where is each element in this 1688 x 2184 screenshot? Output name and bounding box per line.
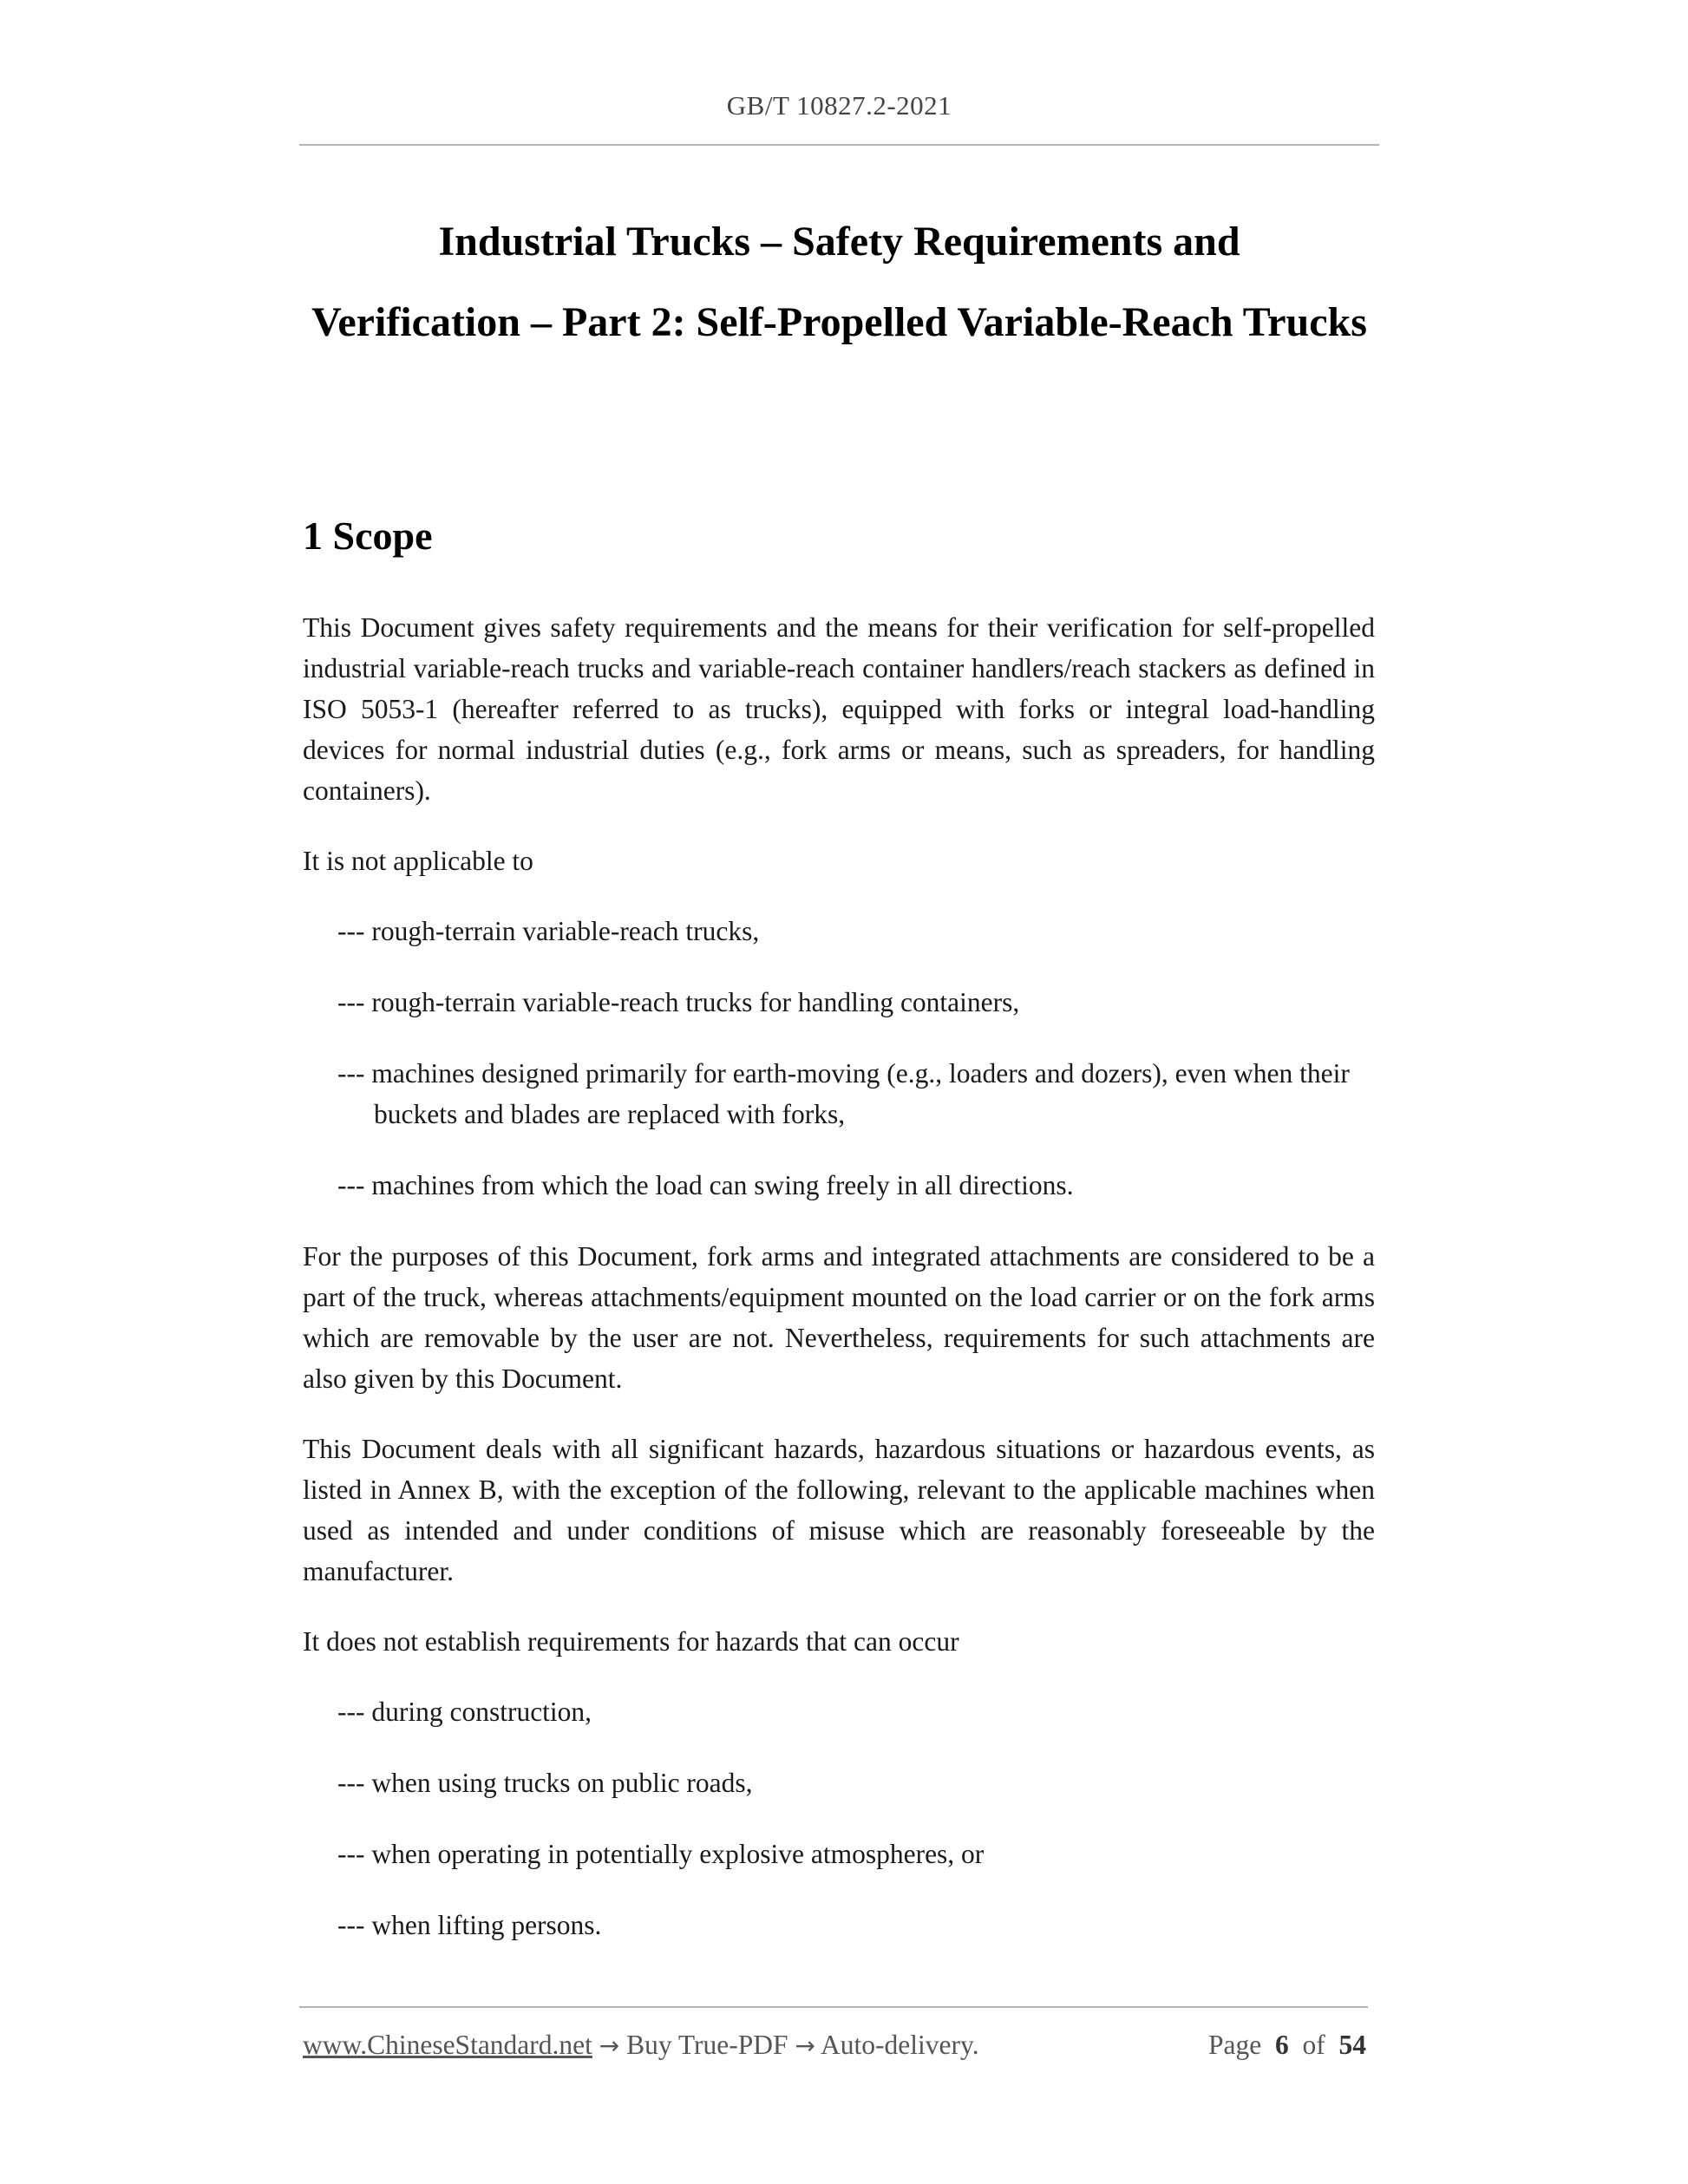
document-title-line-1: Industrial Trucks – Safety Requirements and: [438, 219, 1240, 265]
hazard-exclusion-list: [303, 1691, 1375, 1945]
paragraph: It does not establish requirements for hazards that can occur: [303, 1626, 959, 1657]
website-link[interactable]: www.ChineseStandard.net: [303, 2030, 592, 2060]
document-title: [299, 201, 1379, 363]
list-item: --- when operating in potentially explosive atmospheres, or: [337, 1839, 985, 1869]
paragraph: This Document deals with all significant hazards, hazardous situations or hazardous events, as listed in Annex B, with the exception of the following, relevant to the applicable machines when used as intended and under conditions of misuse which are reasonably foreseeable by the manufacturer.: [303, 1434, 1375, 1586]
page-total: 54: [1338, 2030, 1366, 2060]
auto-delivery-text: Auto-delivery.: [821, 2030, 979, 2060]
list-item: --- machines designed primarily for earth-moving (e.g., loaders and dozers), even when their buckets and blades are replaced with forks,: [337, 1058, 1350, 1129]
section-heading: 1 Scope: [303, 513, 433, 558]
document-title-line-2: Verification – Part 2: Self-Propelled Variable-Reach Trucks: [311, 299, 1367, 345]
header-divider: [299, 144, 1379, 146]
list-item: --- rough-terrain variable-reach trucks for handling containers,: [337, 987, 1020, 1017]
page-label: Page: [1208, 2030, 1262, 2060]
footer-divider: [299, 2006, 1368, 2008]
arrow-right-icon: →: [795, 2031, 815, 2060]
arrow-right-icon: →: [599, 2031, 620, 2060]
list-item: --- rough-terrain variable-reach trucks,: [337, 916, 760, 946]
list-item: --- machines from which the load can swing freely in all directions.: [337, 1170, 1074, 1200]
footer-promo: [303, 2026, 979, 2065]
running-header: GB/T 10827.2-2021: [726, 90, 952, 121]
list-item: --- when lifting persons.: [337, 1910, 602, 1940]
paragraph: This Document gives safety requirements and the means for their verification for self-propelled industrial variable-reach trucks and variable-reach container handlers/reach stackers as defined in ISO 5053-1 (hereafter referred to as trucks), equipped with forks or integral load-handling devices for normal industrial duties (e.g., fork arms or means, such as spreaders, for handling containers).: [303, 612, 1375, 806]
document-body: [303, 607, 1375, 1976]
exclusion-list: [303, 911, 1375, 1206]
paragraph: For the purposes of this Document, fork arms and integrated attachments are considered to be a part of the truck, whereas attachments/equipment mounted on the load carrier or on the fork arms which are removable by the user are not. Nevertheless, requirements for such attachments are also given by this Document.: [303, 1241, 1375, 1394]
buy-pdf-text: Buy True-PDF: [626, 2030, 788, 2060]
list-item: --- when using trucks on public roads,: [337, 1768, 753, 1798]
paragraph: It is not applicable to: [303, 846, 533, 876]
of-label: of: [1302, 2030, 1325, 2060]
list-item: --- during construction,: [337, 1697, 592, 1727]
page-number: 6: [1275, 2030, 1289, 2060]
page-counter: [1208, 2026, 1366, 2064]
